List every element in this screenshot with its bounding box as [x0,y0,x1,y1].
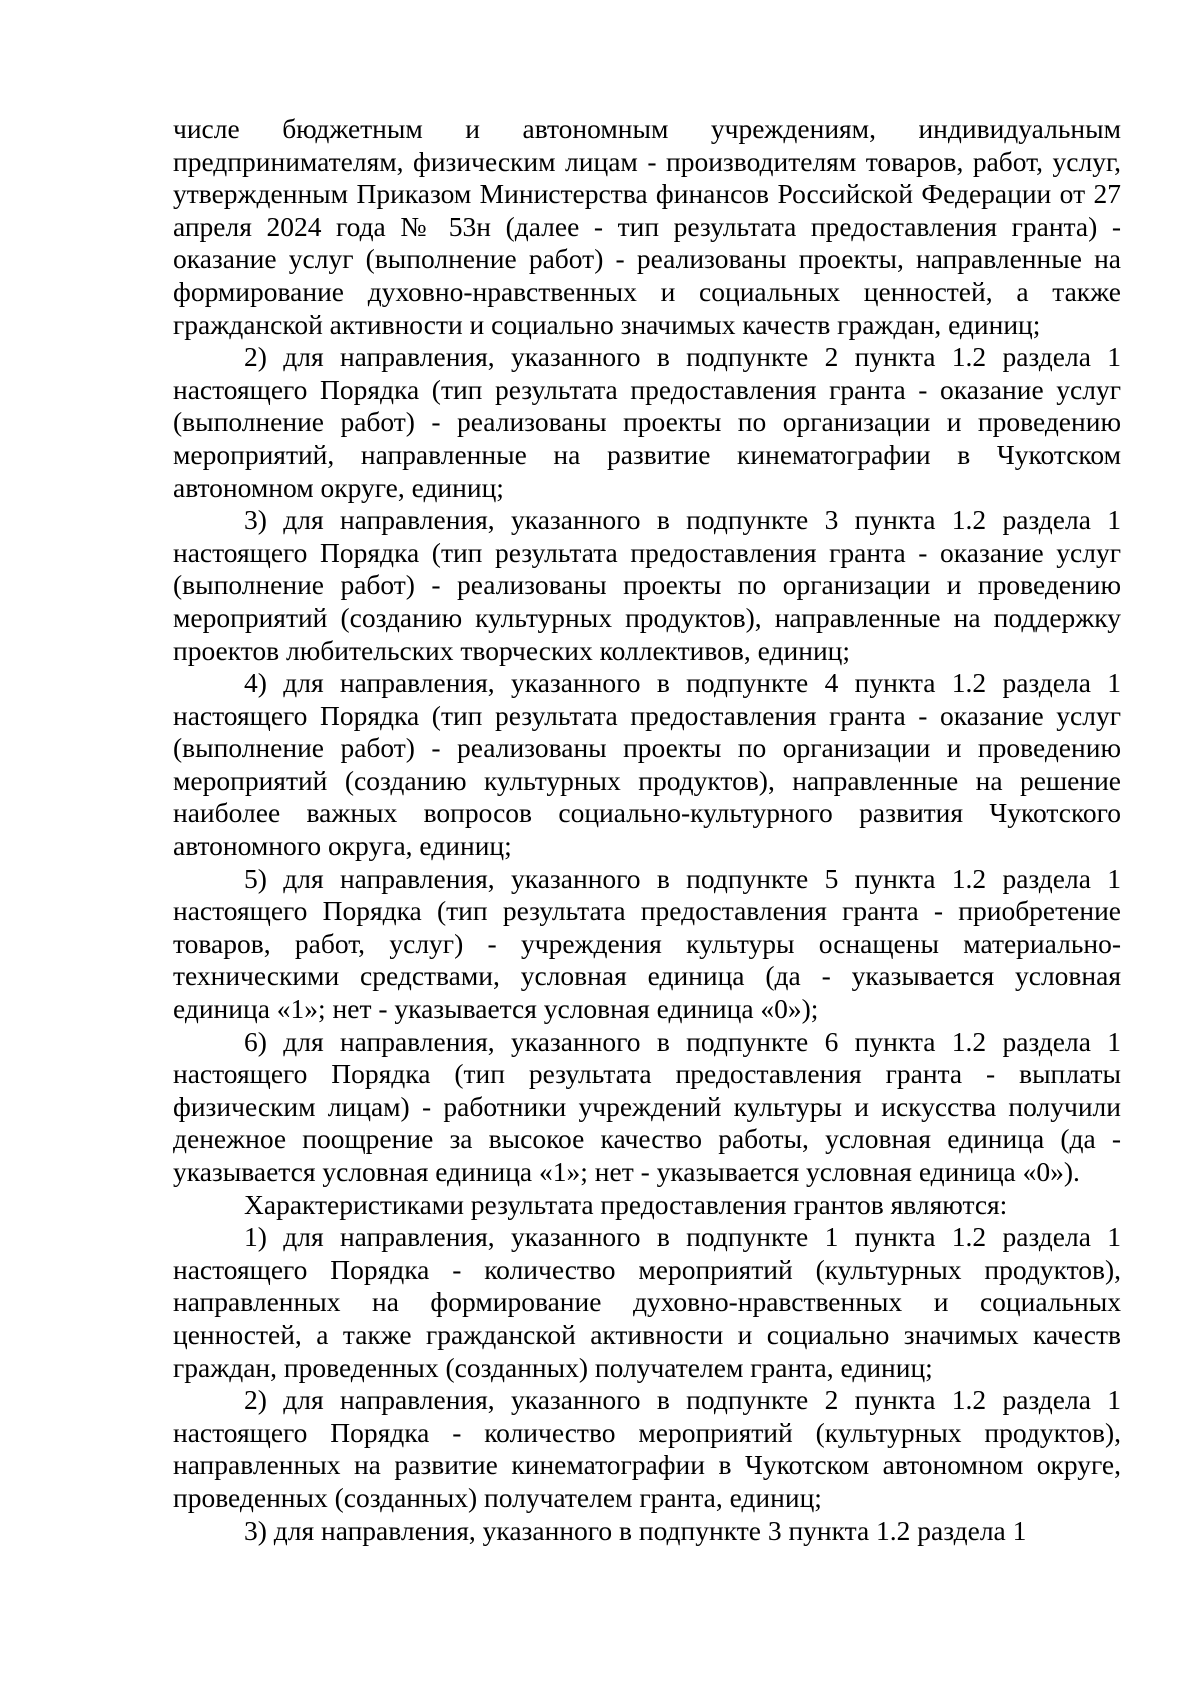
paragraph-characteristics-heading: Характеристиками результата предоставления грантов являются: [244,1188,1008,1220]
paragraph-result-item-4: 4) для направления, указанного в подпункте 4 пункта 1.2 раздела 1 настоящего Порядка (тип результата предоставления гранта - оказание услуг (выполнение работ) - реализованы проекты по организации и проведению мероприятий (созданию культурных продуктов), направленные на решение наиболее важных вопросов социально-культурного развития Чукотского автономного округа, единиц; [173,667,1121,862]
paragraph-characteristic-item-3: 3) для направления, указанного в подпункте 3 пункта 1.2 раздела 1 [244,1514,1027,1546]
paragraph-result-item-2: 2) для направления, указанного в подпункте 2 пункта 1.2 раздела 1 настоящего Порядка (тип результата предоставления гранта - оказание услуг (выполнение работ) - реализованы проекты по организации и проведению мероприятий, направленные на развитие кинематографии в Чукотском автономном округе, единиц; [173,341,1121,503]
paragraph-characteristic-item-2: 2) для направления, указанного в подпункте 2 пункта 1.2 раздела 1 настоящего Порядка - количество мероприятий (культурных продуктов), направленных на развитие кинематографии в Чукотском автономном округе, проведенных (созданных) получателем гранта, единиц; [173,1384,1121,1513]
paragraph-continuation: числе бюджетным и автономным учреждениям, индивидуальным предпринимателям, физическим лицам - производителям товаров, работ, услуг, утвержденным Приказом Министерства финансов Российской Федерации от 27 апреля 2024 года № 53н (далее - тип результата предоставления гранта) - оказание услуг (выполнение работ) - реализованы проекты, направленные на формирование духовно-нравственных и социальных ценностей, а также гражданской активности и социально значимых качеств граждан, единиц; [173,113,1121,340]
paragraph-result-item-3: 3) для направления, указанного в подпункте 3 пункта 1.2 раздела 1 настоящего Порядка (тип результата предоставления гранта - оказание услуг (выполнение работ) - реализованы проекты по организации и проведению мероприятий (созданию культурных продуктов), направленные на поддержку проектов любительских творческих коллективов, единиц; [173,504,1121,666]
paragraph-characteristic-item-1: 1) для направления, указанного в подпункте 1 пункта 1.2 раздела 1 настоящего Порядка - количество мероприятий (культурных продуктов), направленных на формирование духовно-нравственных и социальных ценностей, а также гражданской активности и социально значимых качеств граждан, проведенных (созданных) получателем гранта, единиц; [173,1221,1121,1383]
paragraph-result-item-5: 5) для направления, указанного в подпункте 5 пункта 1.2 раздела 1 настоящего Порядка (тип результата предоставления гранта - приобретение товаров, работ, услуг) - учреждения культуры оснащены материально-техническими средствами, условная единица (да - указывается условная единица «1»; нет - указывается условная единица «0»); [173,862,1121,1025]
paragraph-result-item-6: 6) для направления, указанного в подпункте 6 пункта 1.2 раздела 1 настоящего Порядка (тип результата предоставления гранта - выплаты физическим лицам) - работники учреждений культуры и искусства получили денежное поощрение за высокое качество работы, условная единица (да - указывается условная единица «1»; нет - указывается условная единица «0»). [173,1025,1121,1187]
document-page [173,113,1121,1547]
